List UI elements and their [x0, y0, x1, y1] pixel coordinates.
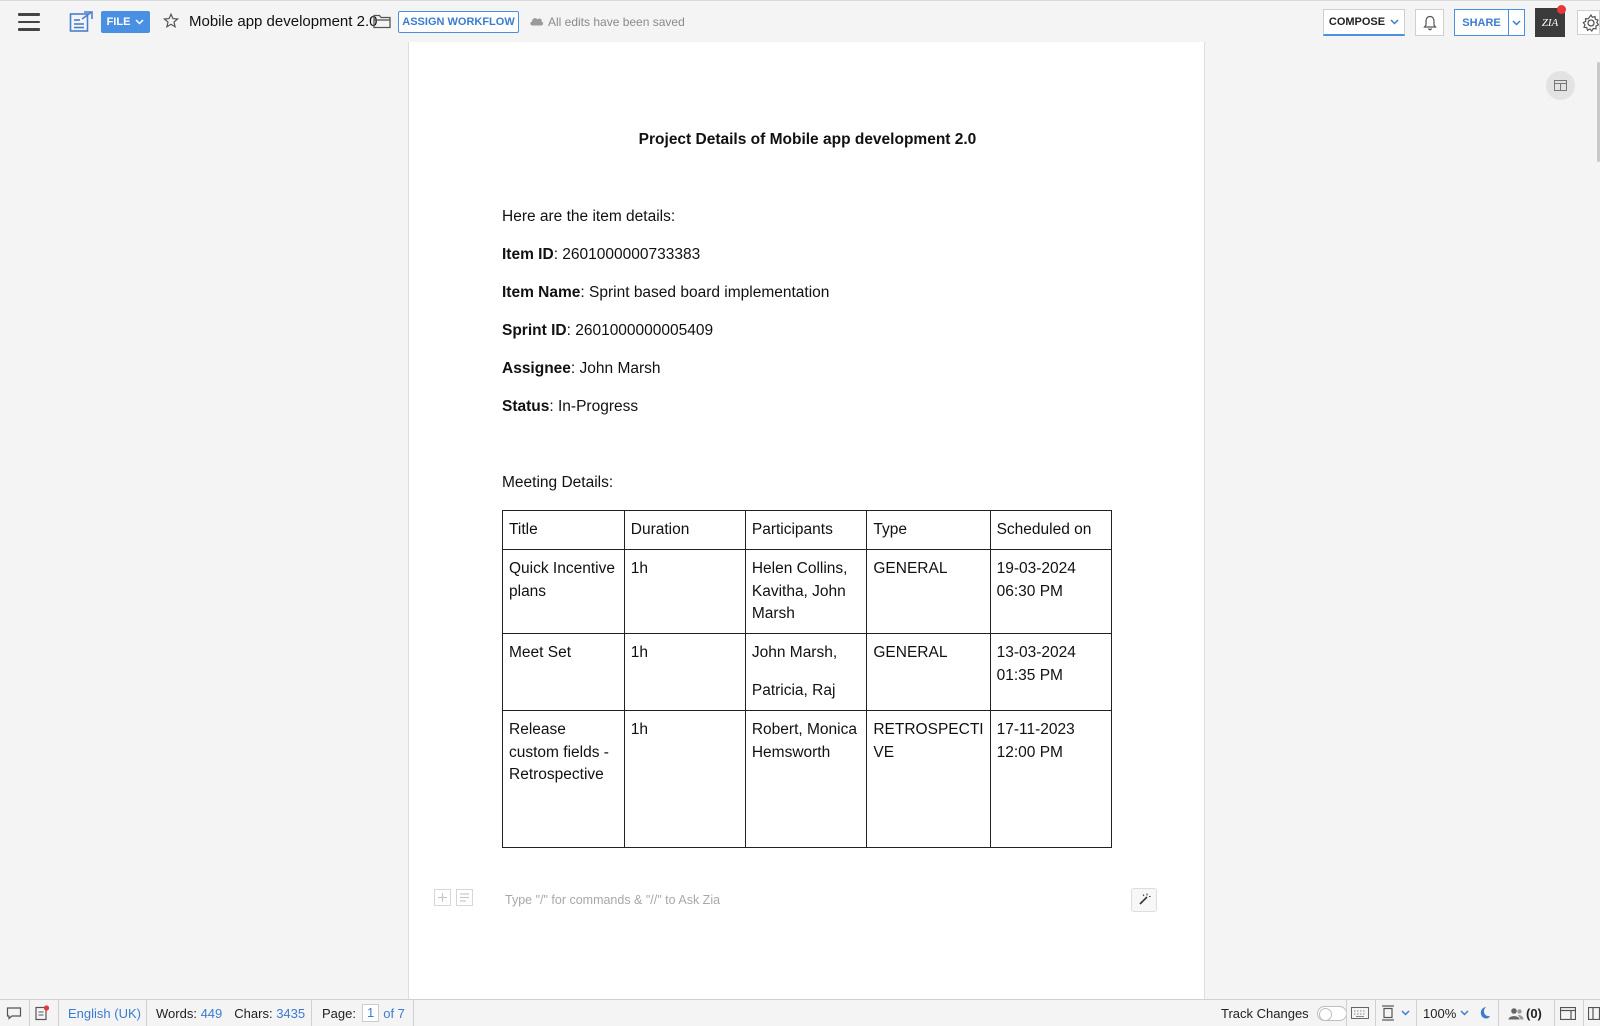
- notification-dot: [1557, 5, 1566, 14]
- comments-button[interactable]: [6, 1000, 22, 1026]
- table-row: [503, 711, 1112, 848]
- field-item-id: [502, 246, 700, 264]
- field-assignee: [502, 360, 661, 378]
- field-label: Assignee: [502, 360, 571, 377]
- table-cell-scheduled[interactable]: 19-03-2024 06:30 PM: [990, 550, 1111, 634]
- file-menu-label: FILE: [106, 16, 131, 28]
- table-header-cell[interactable]: Duration: [624, 511, 745, 550]
- chevron-down-icon: [1390, 19, 1399, 25]
- comment-icon: [6, 1006, 22, 1020]
- status-divider: [146, 1000, 147, 1026]
- table-cell-participants[interactable]: Robert, Monica Hemsworth: [745, 711, 867, 848]
- chevron-down-icon: [135, 19, 144, 25]
- assign-workflow-button[interactable]: ASSIGN WORKFLOW: [398, 11, 519, 33]
- table-header-cell[interactable]: Participants: [745, 511, 867, 550]
- layout-icon: [1554, 80, 1567, 91]
- status-divider: [1375, 1000, 1376, 1026]
- chars-value: 3435: [276, 1005, 306, 1021]
- meeting-heading: Meeting Details:: [502, 474, 614, 491]
- folder-icon[interactable]: [373, 13, 391, 29]
- chevron-down-icon: [1401, 1010, 1410, 1016]
- document-heading: Project Details of Mobile app development 2.0: [638, 131, 977, 148]
- table-row: [503, 550, 1112, 634]
- intro-paragraph: Here are the item details:: [502, 208, 676, 225]
- table-cell-type[interactable]: GENERAL: [867, 634, 990, 711]
- table-cell-title[interactable]: Release custom fields - Retrospective: [503, 711, 625, 848]
- document-error-icon: [34, 1005, 50, 1021]
- keyboard-icon: [1351, 1007, 1369, 1019]
- status-divider: [1554, 1000, 1555, 1026]
- page-number-input[interactable]: 1: [362, 1004, 379, 1022]
- status-divider: [29, 1000, 30, 1026]
- gear-icon: [1580, 12, 1600, 34]
- compose-button[interactable]: [1323, 9, 1405, 36]
- track-changes-toggle[interactable]: [1221, 1000, 1347, 1026]
- table-cell-duration[interactable]: 1h: [624, 711, 745, 848]
- table-cell-title[interactable]: Quick Incentive plans: [503, 550, 625, 634]
- status-divider: [1346, 1000, 1347, 1026]
- status-divider: [311, 1000, 312, 1026]
- table-header-cell[interactable]: Type: [867, 511, 990, 550]
- document-page[interactable]: [408, 42, 1205, 999]
- field-value: : Sprint based board implementation: [580, 284, 830, 301]
- page-layout-button[interactable]: [1546, 71, 1575, 100]
- table-header-cell[interactable]: Scheduled on: [990, 511, 1111, 550]
- table-cell-participants[interactable]: [745, 634, 867, 711]
- cloud-icon: [529, 15, 544, 26]
- table-cell-title[interactable]: Meet Set: [503, 634, 625, 711]
- share-button[interactable]: SHARE: [1454, 9, 1509, 36]
- meeting-table: [502, 510, 1112, 848]
- field-item-name: [502, 284, 829, 302]
- star-icon[interactable]: [163, 13, 179, 29]
- words-value: 449: [200, 1005, 223, 1021]
- command-input-placeholder[interactable]: Type "/" for commands & "//" to Ask Zia: [505, 893, 721, 907]
- field-value: : 2601000000733383: [553, 246, 701, 263]
- page-total: of 7: [383, 1005, 405, 1021]
- status-divider: [1498, 1000, 1499, 1026]
- table-row: [503, 634, 1112, 711]
- panel-layout-icon: [1560, 1007, 1576, 1020]
- toggle-switch[interactable]: [1317, 1006, 1347, 1021]
- document-icon[interactable]: [69, 11, 93, 33]
- dark-mode-toggle[interactable]: [1477, 1000, 1491, 1026]
- settings-button[interactable]: [1577, 10, 1600, 35]
- notifications-button[interactable]: [1415, 9, 1444, 36]
- track-changes-label: Track Changes: [1221, 1005, 1309, 1021]
- split-view-icon: [1588, 1007, 1600, 1020]
- field-label: Item Name: [502, 284, 581, 301]
- magic-wand-icon: [1137, 893, 1151, 907]
- field-sprint-id: [502, 322, 713, 340]
- field-value: : In-Progress: [549, 398, 639, 415]
- field-value: : 2601000000005409: [566, 322, 714, 339]
- chevron-down-icon: [1512, 20, 1521, 26]
- save-status-text: All edits have been saved: [548, 15, 685, 29]
- page-view-icon: [1381, 1005, 1395, 1021]
- zia-assistant-button[interactable]: ZIA: [1535, 8, 1565, 37]
- word-count[interactable]: [156, 1000, 305, 1026]
- participants-line: John Marsh,: [751, 644, 838, 661]
- status-bar: [0, 999, 1600, 1025]
- add-block-icon[interactable]: [434, 889, 451, 906]
- field-status: [502, 398, 638, 416]
- status-divider: [413, 1000, 414, 1026]
- paragraph-options-icon[interactable]: [456, 889, 473, 906]
- document-status-button[interactable]: [34, 1000, 50, 1026]
- table-cell-duration[interactable]: 1h: [624, 550, 745, 634]
- words-label: Words:: [156, 1005, 197, 1021]
- bell-icon: [1423, 15, 1437, 31]
- ask-zia-button[interactable]: [1131, 888, 1157, 912]
- collaborators-count: (0): [1526, 1005, 1542, 1021]
- collaborators-button[interactable]: [1508, 1000, 1542, 1026]
- zoom-value: 100%: [1423, 1005, 1457, 1021]
- participants-line: Patricia, Raj: [751, 681, 836, 699]
- table-cell-duration[interactable]: 1h: [624, 634, 745, 711]
- table-cell-participants[interactable]: Helen Collins, Kavitha, John Marsh: [745, 550, 867, 634]
- status-divider: [1416, 1000, 1417, 1026]
- hamburger-menu-icon[interactable]: [18, 13, 40, 31]
- table-cell-scheduled[interactable]: 17-11-2023 12:00 PM: [990, 711, 1111, 848]
- compose-label: COMPOSE: [1328, 16, 1386, 28]
- page-view-button[interactable]: [1381, 1000, 1410, 1026]
- document-title[interactable]: Mobile app development 2.0: [189, 13, 378, 30]
- field-label: Status: [502, 398, 550, 415]
- language-selector[interactable]: English (UK): [68, 1005, 141, 1021]
- top-toolbar: [0, 0, 1600, 42]
- chevron-down-icon: [1460, 1010, 1469, 1016]
- field-label: Item ID: [502, 246, 554, 263]
- status-divider: [58, 1000, 59, 1026]
- keyboard-button[interactable]: [1351, 1000, 1369, 1026]
- page-label: Page:: [322, 1005, 356, 1021]
- table-cell-type[interactable]: RETROSPECTI VE: [867, 711, 990, 848]
- table-header-cell[interactable]: Title: [503, 511, 625, 550]
- table-cell-scheduled[interactable]: 13-03-2024 01:35 PM: [990, 634, 1111, 711]
- table-cell-type[interactable]: GENERAL: [867, 550, 990, 634]
- table-header-row: [503, 511, 1112, 550]
- sidebar-layout-button[interactable]: [1560, 1000, 1576, 1026]
- moon-icon: [1477, 1006, 1491, 1020]
- zoom-selector[interactable]: [1423, 1000, 1469, 1026]
- field-value: : John Marsh: [570, 360, 661, 377]
- users-icon: [1508, 1007, 1524, 1020]
- file-menu-button[interactable]: [101, 11, 150, 33]
- status-divider: [1583, 1000, 1584, 1026]
- split-view-button[interactable]: [1588, 1000, 1600, 1026]
- share-dropdown-button[interactable]: [1508, 9, 1525, 36]
- field-label: Sprint ID: [502, 322, 567, 339]
- page-navigator[interactable]: [322, 1000, 405, 1026]
- chars-label: Chars:: [234, 1005, 273, 1021]
